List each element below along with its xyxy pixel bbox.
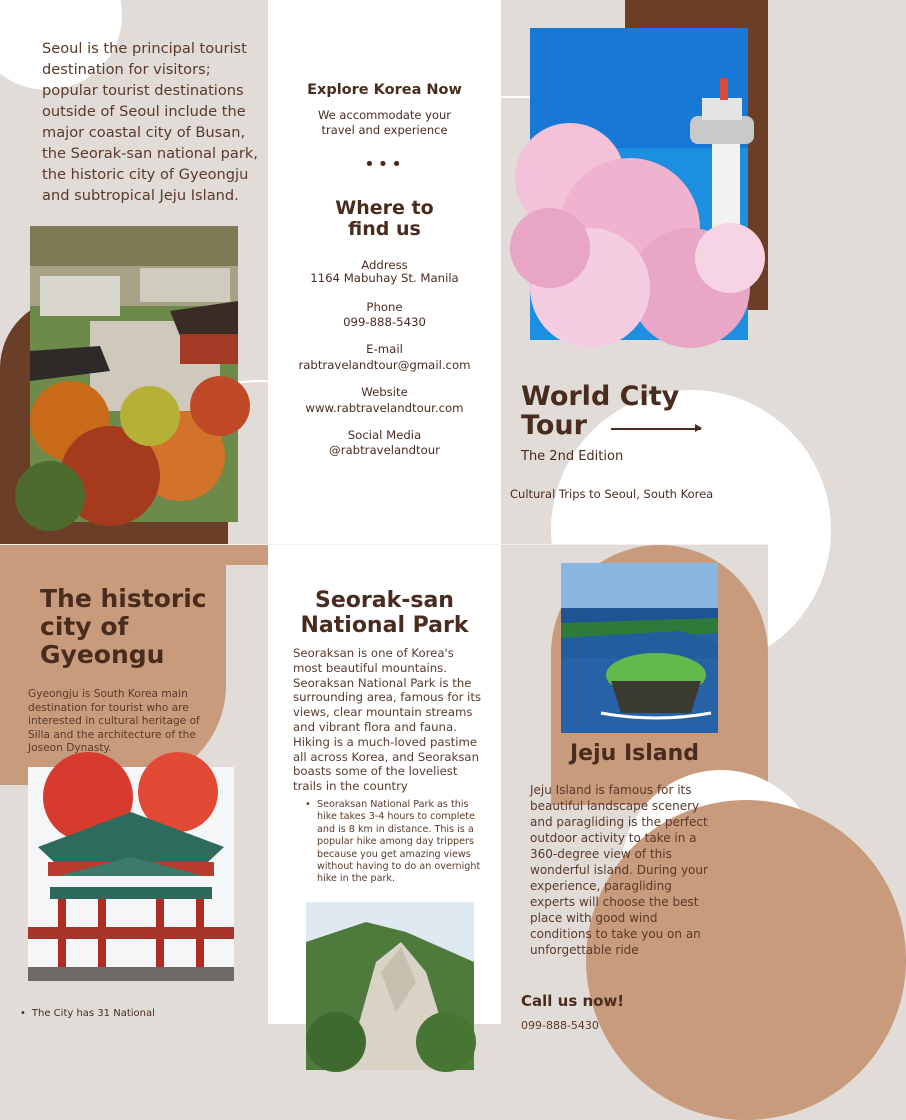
panel-intro bbox=[0, 0, 268, 545]
contact-website-label: Website bbox=[361, 385, 408, 399]
explore-title: Explore Korea Now bbox=[307, 82, 462, 98]
where-title-span: Where to find us bbox=[335, 197, 434, 240]
jeju-text: Jeju Island is famous for its beautiful landscape scenery and paragliding is the perfect outdoor activity to take in a 360-degree view of this wonderful island. During your experience, paragliding experts will choose the best place with good wind conditions to take you on an unforgettable ride bbox=[530, 783, 708, 957]
cover-title-line1: World City bbox=[521, 381, 680, 412]
seoraksan-title-span: Seorak-san National Park bbox=[300, 588, 469, 638]
gyeongju-text: Gyeongju is South Korea main destination for tourist who are interested in cultural heritage of Silla and the architecture of the Joseon Dynasty. bbox=[28, 688, 200, 754]
cover-title bbox=[521, 382, 679, 440]
gyeongju-title: The historic city of Gyeongu bbox=[40, 584, 207, 669]
gyeongju-pavilion-photo bbox=[28, 767, 234, 981]
panel-jeju bbox=[501, 545, 768, 1032]
seoraksan-text: Seoraksan is one of Korea's most beautiful mountains. Seoraksan National Park is the surrounding area, famous for its views, clear mountain streams and vibrant flora and fauna. Hiking is a much-loved pastime all across Korea, and Seoraksan boasts some of the loveliest trails in the country bbox=[293, 646, 482, 794]
explore-text-span: We accommodate your travel and experience bbox=[317, 108, 452, 137]
panel-contact bbox=[268, 0, 501, 545]
panel-cover bbox=[501, 0, 768, 545]
contact-phone-value: 099-888-5430 bbox=[343, 315, 426, 329]
call-us-phone: 099-888-5430 bbox=[521, 1019, 599, 1032]
where-title bbox=[268, 198, 501, 240]
jeju-title: Jeju Island bbox=[569, 741, 700, 766]
gyeongju-bullet-text: The City has 31 National bbox=[31, 1008, 155, 1019]
panel-seoraksan bbox=[268, 545, 501, 1024]
contact-website-value: www.rabtravelandtour.com bbox=[305, 401, 464, 415]
contact-social-label: Social Media bbox=[347, 428, 422, 442]
bullet-dot-icon: • bbox=[305, 799, 311, 810]
decor-tan-stripe bbox=[14, 545, 268, 565]
seoraksan-bullet-text: Seoraksan National Park as this hike takes 3-4 hours to complete and is 8 km in distance. This is a popular hike among day trippers because you get amazing views without having to do an overnight hike in the park. bbox=[317, 799, 481, 885]
contact-address-value: 1164 Mabuhay St. Manila bbox=[310, 271, 459, 285]
seoul-tower-blossom-photo bbox=[530, 28, 748, 340]
cover-subtitle: Cultural Trips to Seoul, South Korea bbox=[510, 487, 714, 501]
explore-text bbox=[268, 108, 501, 138]
arrow-right-icon bbox=[611, 428, 701, 430]
contact-email-label: E-mail bbox=[366, 342, 403, 356]
dots-divider: ••• bbox=[364, 154, 405, 175]
gyeongju-bullet bbox=[20, 1008, 155, 1019]
contact-email-value: rabtravelandtour@gmail.com bbox=[298, 358, 471, 372]
panel-gyeongju bbox=[0, 545, 268, 1024]
fold-line-horizontal bbox=[0, 544, 768, 545]
call-us-title: Call us now! bbox=[521, 992, 625, 1010]
contact-address-label: Address bbox=[361, 258, 408, 272]
seoraksan-bullet bbox=[305, 799, 485, 886]
gyeongbokgung-autumn-photo bbox=[30, 226, 238, 522]
seoraksan-title bbox=[268, 588, 501, 638]
seoraksan-mountain-photo bbox=[306, 902, 474, 1070]
contact-social-value: @rabtravelandtour bbox=[329, 443, 440, 457]
intro-paragraph: Seoul is the principal tourist destination for visitors; popular tourist destinations outside of Seoul include the major coastal city of Busan, the Seorak-san national park, the historic city of Gyeongju and subtropical Jeju Island. bbox=[42, 40, 258, 204]
edition-label: The 2nd Edition bbox=[521, 449, 624, 464]
bullet-dot-icon: • bbox=[20, 1008, 26, 1019]
contact-phone-label: Phone bbox=[366, 300, 403, 314]
cover-title-line2: Tour bbox=[521, 410, 587, 441]
jeju-island-photo bbox=[561, 563, 718, 733]
